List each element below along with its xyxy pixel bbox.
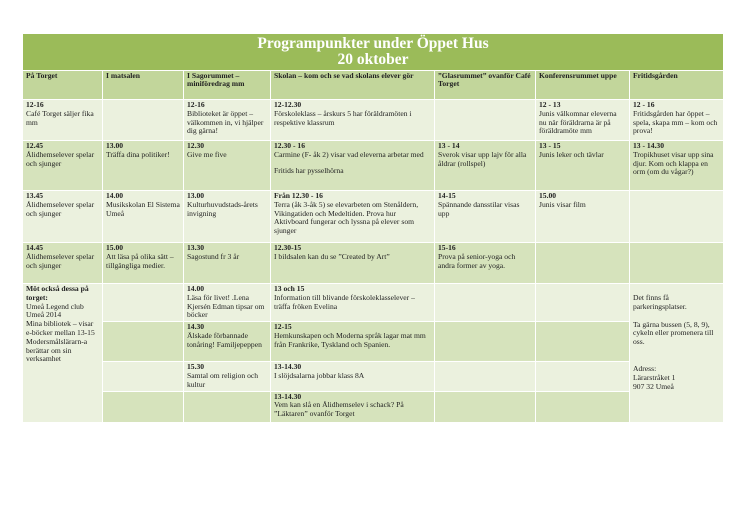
cell <box>103 284 184 322</box>
table-row <box>23 391 724 422</box>
table-row <box>23 100 724 141</box>
cell <box>435 100 536 141</box>
cell <box>103 322 184 362</box>
title-line-1: Programpunkter under Öppet Hus <box>257 35 489 52</box>
bus-note: Ta gärna bussen (5, 8, 9), cykeln eller promenera till oss. <box>633 319 714 347</box>
col-header-konferens: Konferensrummet uppe <box>536 71 630 100</box>
col-header-glasrummet: ”Glasrummet” ovanför Café Torget <box>435 71 536 100</box>
page-title <box>23 34 724 71</box>
col-header-matsalen: I matsalen <box>103 71 184 100</box>
cell <box>536 362 630 391</box>
cell: 13.00 Träffa dina politiker! <box>103 141 184 191</box>
cell: 15.00 Junis visar film <box>536 191 630 243</box>
col-header-sagorummet: I Sagorummet – miniföredrag mm <box>184 71 271 100</box>
cell: 14.45 Ålidhemselever spelar och sjunger <box>23 243 103 284</box>
cell: 14.30 Älskade förbannade tonåring! Familjepeppen <box>184 322 271 362</box>
address-street: Lärarstråket 1 <box>633 372 676 382</box>
cell: 14-15 Spännande dansstilar visas upp <box>435 191 536 243</box>
cell <box>630 191 724 243</box>
cell: 13-14.30 Vem kan slå en Ålidhemselev i schack? På ”Läktaren” ovanför Torget <box>271 391 435 422</box>
col-header-torget: På Torget <box>23 71 103 100</box>
table-row <box>23 322 724 362</box>
cell: 13 - 14 Sverok visar upp lajv för alla åldrar (rollspel) <box>435 141 536 191</box>
cell: 14.00 Musikskolan El Sistema Umeå <box>103 191 184 243</box>
cell <box>103 362 184 391</box>
cell: 12-16 Biblioteket är öppet –välkommen in, vi hjälper dig gärna! <box>184 100 271 141</box>
fritid-info-cell <box>630 284 724 423</box>
cell: 13 och 15 Information till blivande förskoleklasselever – träffa fröken Evelina <box>271 284 435 322</box>
cell <box>536 243 630 284</box>
title-line-2: 20 oktober <box>337 51 409 68</box>
cell: 12 - 13 Junis välkomnar eleverna nu när föräldrarna är på föräldramöte mm <box>536 100 630 141</box>
cell <box>536 322 630 362</box>
cell: 15-16 Prova på senior-yoga och andra former av yoga. <box>435 243 536 284</box>
program-table <box>22 33 724 423</box>
cell <box>435 322 536 362</box>
torget-extra-cell: Möt också dessa på torget: Umeå Legend club Umeå 2014 Mina bibliotek – visar e-böcker mellan 13-15 Modersmålslärarn-a berättar om sin verksamhet <box>23 284 103 423</box>
cell: 12.30 - 16 Carmine (F- åk 2) visar vad eleverna arbetar med Fritids har pysselhörna <box>271 141 435 191</box>
cell: 13.00 Kulturhuvudstads-årets invigning <box>184 191 271 243</box>
cell: 12.30 Give me five <box>184 141 271 191</box>
cell: 14.00 Läsa för livet! .Lena Kjersén Edman tipsar om böcker <box>184 284 271 322</box>
cell: 13.45 Ålidhemselever spelar och sjunger <box>23 191 103 243</box>
table-row <box>23 141 724 191</box>
table-row <box>23 243 724 284</box>
cell <box>435 284 536 322</box>
col-header-fritid: Fritidsgården <box>630 71 724 100</box>
cell: 12 - 16 Fritidsgården har öppet – spela, skapa mm – kom och prova! <box>630 100 724 141</box>
table-row <box>23 284 724 322</box>
cell: 13 - 15 Junis leker och tävlar <box>536 141 630 191</box>
cell <box>184 391 271 422</box>
cell: 13 - 14.30 Tropikhuset visar upp sina djur. Kom och klappa en orm (om du vågar?) <box>630 141 724 191</box>
cell: 12-12.30 Förskoleklass – årskurs 5 har föräldramöten i respektive klassrum <box>271 100 435 141</box>
cell <box>103 391 184 422</box>
cell: 12.45 Ålidhemselever spelar och sjunger <box>23 141 103 191</box>
address-city: 907 32 Umeå <box>633 381 674 391</box>
cell <box>435 391 536 422</box>
cell: 12-15 Hemkunskapen och Moderna språk lagar mat mm från Frankrike, Tyskland och Spanien. <box>271 322 435 362</box>
parking-note: Det finns få parkeringsplatser. <box>633 293 687 311</box>
cell <box>630 243 724 284</box>
address-label: Adress: <box>633 363 657 373</box>
cell: 13.30 Sagostund fr 3 år <box>184 243 271 284</box>
table-row <box>23 362 724 391</box>
cell <box>536 391 630 422</box>
cell <box>435 362 536 391</box>
col-header-skolan: Skolan – kom och se vad skolans elever gör <box>271 71 435 100</box>
cell: Från 12.30 - 16 Terra (åk 3-åk 5) se elevarbeten om Stenåldern, Vikingatiden och Medeltiden. Prova hur Aktivboard fungerar och lyssna på elever som sjunger <box>271 191 435 243</box>
cell <box>536 284 630 322</box>
cell: 13-14.30 I slöjdsalarna jobbar klass 8A <box>271 362 435 391</box>
cell: 12.30-15 I bildsalen kan du se ”Created by Art” <box>271 243 435 284</box>
cell: 15.30 Samtal om religion och kultur <box>184 362 271 391</box>
torget-extra-heading: Möt också dessa på torget: <box>26 284 89 302</box>
cell <box>103 100 184 141</box>
table-row <box>23 191 724 243</box>
cell: 15.00 Att läsa på olika sätt – tillgängliga medier. <box>103 243 184 284</box>
cell: 12-16 Café Torget säljer fika mm <box>23 100 103 141</box>
